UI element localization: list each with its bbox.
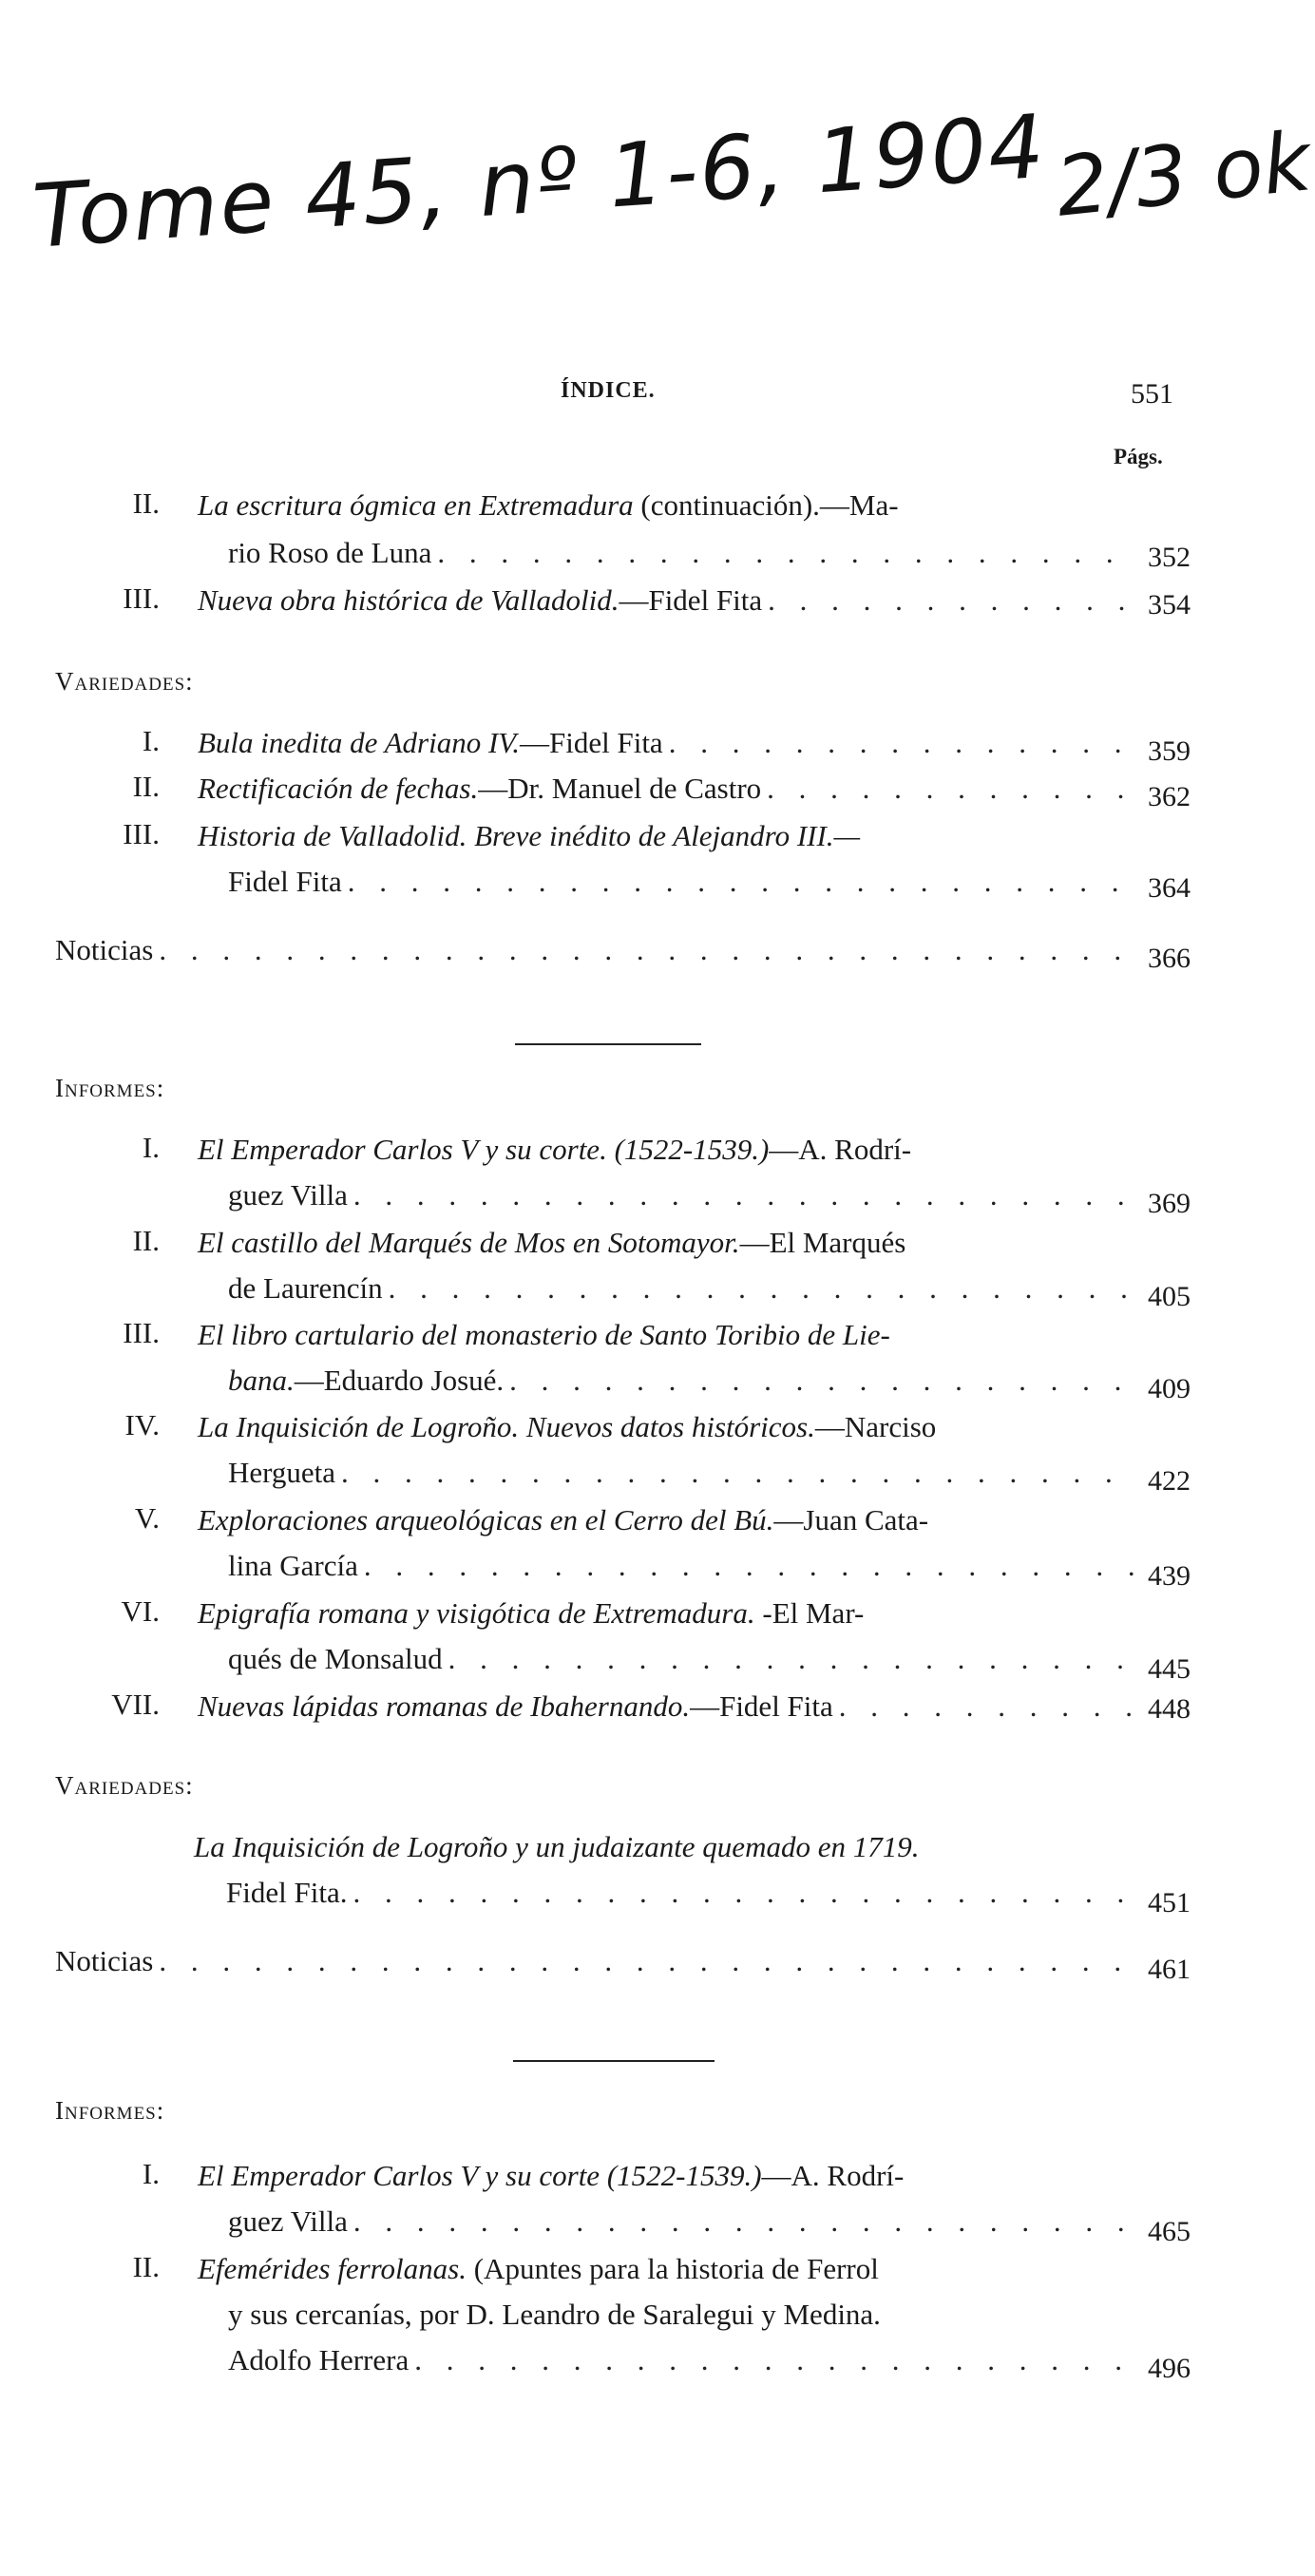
entry-number: II. xyxy=(132,1224,160,1257)
entry-page: 362 xyxy=(1148,781,1191,812)
entry-title: Epigrafía romana y visigótica de Extremadura. xyxy=(198,1596,755,1630)
entry-page: 366 xyxy=(1148,943,1191,974)
noticias-label: Noticias xyxy=(55,933,154,966)
entry-number: III. xyxy=(123,1316,160,1349)
entry-author: —Juan Cata- xyxy=(773,1503,929,1536)
entry-title: Exploraciones arqueológicas en el Cerro del Bú. xyxy=(198,1503,774,1536)
entry-title: El Emperador Carlos V y su corte. (1522-1539.) xyxy=(198,1133,770,1166)
entry-author: —Eduardo Josué. xyxy=(294,1364,505,1397)
entry-number: VII. xyxy=(111,1688,160,1721)
entry-number: VI. xyxy=(121,1594,160,1628)
entry-author: —Fidel Fita xyxy=(519,726,663,759)
handwritten-volume-note: Tome 45, nº 1-6, 1904 xyxy=(29,95,1050,268)
entry-title: El libro cartulario del monasterio de Santo Toribio de Lie- xyxy=(198,1318,890,1351)
entry-number: I. xyxy=(142,2157,160,2190)
entry-author: —Fidel Fita xyxy=(690,1689,833,1723)
section-label-informes: Informes: xyxy=(55,2096,165,2125)
entry-continuation: guez Villa xyxy=(228,2204,348,2238)
entry-continuation: qués de Monsalud xyxy=(228,1642,443,1675)
entry-page: 352 xyxy=(1148,542,1191,573)
section-divider xyxy=(515,1043,701,1045)
noticias-label: Noticias xyxy=(55,1944,154,1977)
entry-title: Efemérides ferrolanas. xyxy=(198,2252,467,2285)
entry-page: 354 xyxy=(1148,589,1191,620)
entry-title: La Inquisición de Logroño. Nuevos datos históricos. xyxy=(198,1410,815,1443)
entry-author: (Apuntes para la historia de Ferrol xyxy=(466,2252,879,2285)
entry-number: II. xyxy=(132,770,160,803)
entry-page: 465 xyxy=(1148,2216,1191,2247)
entry-author: —Fidel Fita xyxy=(619,583,763,617)
entry-title: Rectificación de fechas. xyxy=(198,772,479,805)
entry-title: Nueva obra histórica de Valladolid. xyxy=(198,583,619,617)
entry-continuation-2: Adolfo Herrera xyxy=(228,2343,410,2376)
entry-title: La escritura ógmica en Extremadura xyxy=(198,488,634,522)
entry-author: (continuación).—Ma- xyxy=(633,488,899,522)
entry-page: 359 xyxy=(1148,735,1191,767)
entry-number: III. xyxy=(123,582,160,615)
entry-number: II. xyxy=(132,2250,160,2283)
entry-author: —A. Rodrí- xyxy=(769,1133,912,1166)
entry-page: 448 xyxy=(1148,1693,1191,1725)
entry-page: 451 xyxy=(1148,1887,1191,1918)
entry-title-continuation: bana. xyxy=(228,1364,295,1397)
entry-page: 445 xyxy=(1148,1653,1191,1685)
entry-number: IV. xyxy=(124,1408,160,1441)
entry-author: -El Mar- xyxy=(754,1596,865,1630)
entry-author: —El Marqués xyxy=(739,1226,906,1259)
entry-title: Bula inedita de Adriano IV. xyxy=(198,726,520,759)
section-label-informes: Informes: xyxy=(55,1074,165,1102)
entry-author: —Dr. Manuel de Castro xyxy=(478,772,762,805)
entry-page: 439 xyxy=(1148,1560,1191,1592)
entry-continuation: de Laurencín xyxy=(228,1271,383,1305)
entry-number: III. xyxy=(123,817,160,850)
section-label-variedades: Variedades: xyxy=(55,667,194,696)
pages-column-label: Págs. xyxy=(1114,445,1163,468)
entry-continuation: Fidel Fita xyxy=(228,865,342,898)
page-number: 551 xyxy=(1131,378,1173,410)
entry-title: El castillo del Marqués de Mos en Sotomayor. xyxy=(198,1226,740,1259)
entry-page: 369 xyxy=(1148,1188,1191,1219)
entry-page: 409 xyxy=(1148,1373,1191,1404)
handwritten-mark: 2/3 ok xyxy=(1051,114,1315,236)
entry-continuation: y sus cercanías, por D. Leandro de Saralegui y Medina. xyxy=(228,2298,881,2331)
entry-number: I. xyxy=(142,724,160,757)
entry-title: La Inquisición de Logroño y un judaizante quemado en 1719. xyxy=(194,1830,920,1863)
entry-number: I. xyxy=(142,1131,160,1164)
entry-author: —Narciso xyxy=(814,1410,937,1443)
entry-title: Nuevas lápidas romanas de Ibahernando. xyxy=(198,1689,691,1723)
section-label-variedades: Variedades: xyxy=(55,1771,194,1800)
entry-title: El Emperador Carlos V y su corte (1522-1539.) xyxy=(198,2159,762,2192)
entry-page: 461 xyxy=(1148,1954,1191,1985)
entry-author: —A. Rodrí- xyxy=(761,2159,905,2192)
running-header xyxy=(0,378,1315,416)
entry-continuation: Hergueta xyxy=(228,1456,336,1489)
entry-page: 405 xyxy=(1148,1281,1191,1312)
entry-title: Historia de Valladolid. Breve inédito de Alejandro III.— xyxy=(198,819,861,852)
entry-continuation: Fidel Fita. xyxy=(226,1876,348,1909)
entry-continuation: guez Villa xyxy=(228,1178,348,1212)
entry-continuation: lina García xyxy=(228,1549,358,1582)
entry-number: V. xyxy=(134,1501,160,1535)
section-divider xyxy=(513,2060,715,2062)
entry-page: 496 xyxy=(1148,2353,1191,2384)
entry-page: 422 xyxy=(1148,1465,1191,1497)
entry-page: 364 xyxy=(1148,872,1191,904)
entry-continuation: rio Roso de Luna xyxy=(228,536,432,569)
entry-number: II. xyxy=(132,487,160,520)
page-title: ÍNDICE. xyxy=(561,378,656,403)
